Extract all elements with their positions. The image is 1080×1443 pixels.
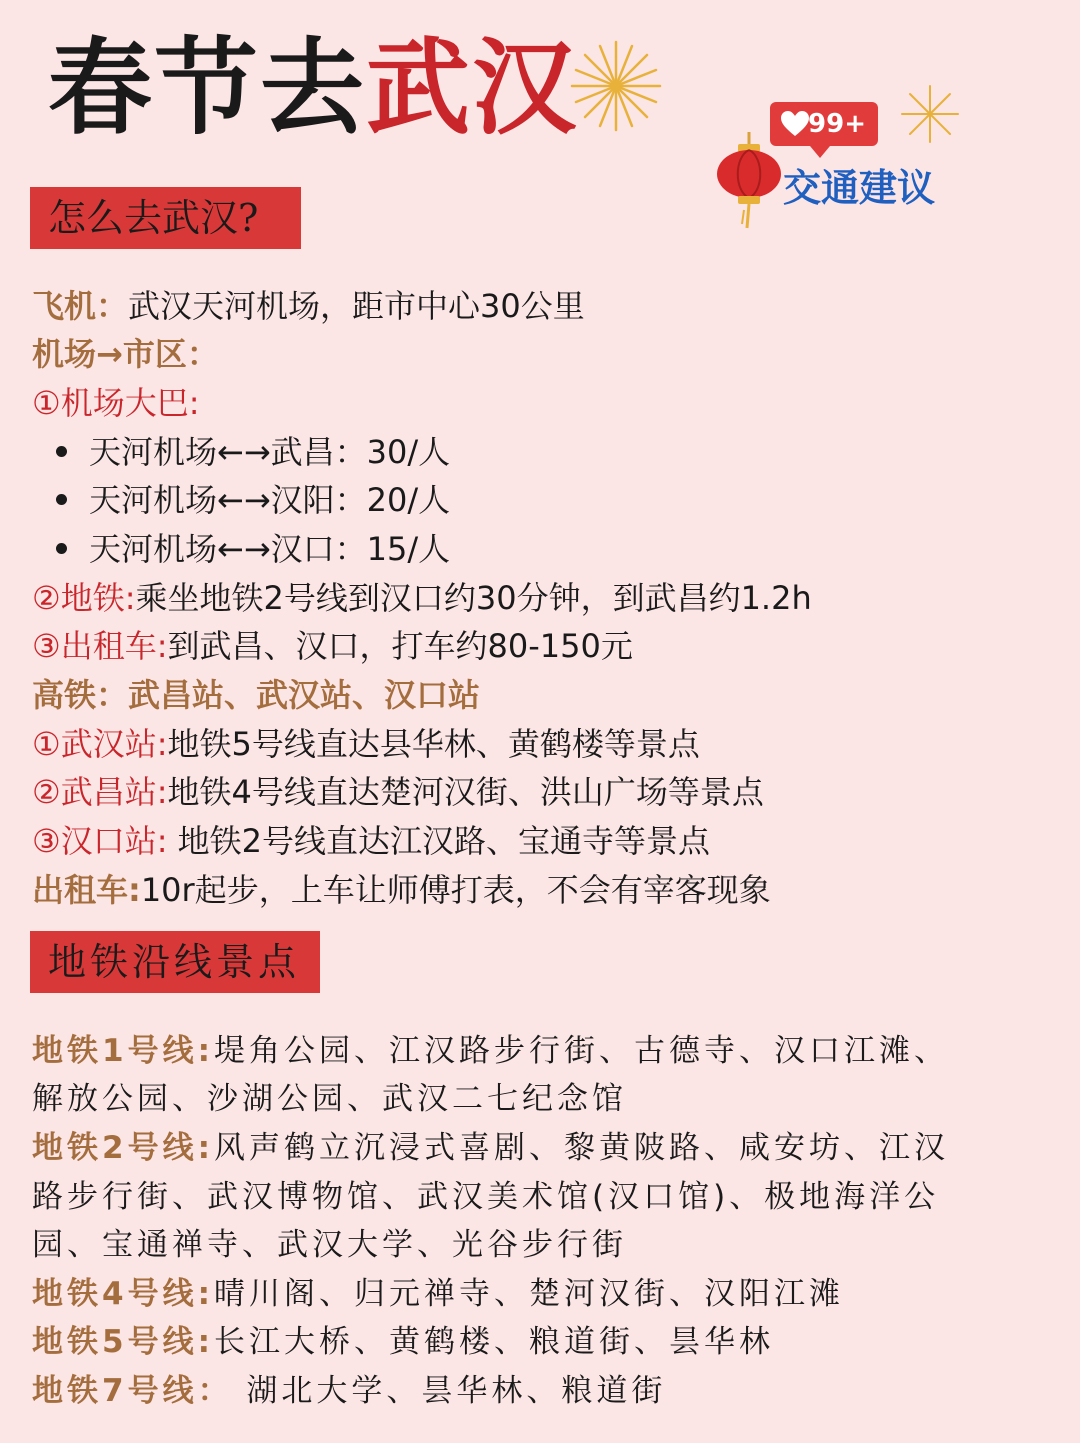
section-header-how-to-get: 怎么去武汉? [30, 187, 301, 249]
like-badge [770, 102, 878, 146]
station-text: 地铁4号线直达楚河汉街、洪山广场等景点 [167, 773, 764, 811]
metro-line-text [32, 574, 812, 622]
plane-label: 飞机： [32, 287, 129, 325]
taxi-tip-line [32, 866, 771, 914]
bus-route: 天河机场←→汉阳：20/人 [89, 481, 451, 519]
bullet-icon [56, 543, 67, 554]
page-title [48, 28, 578, 148]
metro-line-label: 地铁2号线: [32, 1130, 214, 1166]
metro-line-label: 地铁4号线: [32, 1276, 214, 1312]
metro-line-4 [32, 1270, 844, 1318]
like-count: 99+ [808, 109, 866, 139]
station-line [32, 817, 710, 865]
list-item [56, 525, 450, 573]
station-line [32, 768, 764, 816]
bus-label: ①机场大巴: [32, 384, 200, 422]
heart-icon [780, 110, 810, 138]
metro-spots-text: 晴川阁、归元禅寺、楚河汉街、汉阳江滩 [213, 1276, 844, 1312]
metro-line-5 [32, 1318, 774, 1366]
station-text: 地铁2号线直达江汉路、宝通寺等景点 [167, 822, 711, 860]
firework-icon [898, 82, 962, 146]
firework-icon [566, 36, 666, 136]
bullet-icon [56, 494, 67, 505]
metro-text: 乘坐地铁2号线到汉口约30分钟，到武昌约1.2h [135, 579, 812, 617]
taxi-tip-text: 10r起步，上车让师傅打表，不会有宰客现象 [140, 871, 771, 909]
list-item [56, 428, 450, 476]
taxi-text: 到武昌、汉口，打车约80-150元 [167, 627, 633, 665]
metro-line-label: 地铁7号线： [32, 1373, 233, 1409]
taxi-label: ③出租车: [32, 627, 168, 665]
metro-line-2-cont: 园、宝通禅寺、武汉大学、光谷步行街 [32, 1227, 627, 1263]
metro-line-2-cont: 路步行街、武汉博物馆、武汉美术馆(汉口馆)、极地海洋公 [32, 1179, 940, 1215]
metro-spots-text: 长江大桥、黄鹤楼、粮道街、昙华林 [213, 1324, 774, 1360]
metro-line-1-cont: 解放公园、沙湖公园、武汉二七纪念馆 [32, 1081, 627, 1117]
hsr-line: 高铁：武昌站、武汉站、汉口站 [32, 676, 481, 714]
metro-spots-text: 堤角公园、江汉路步行街、古德寺、汉口江滩、 [213, 1033, 949, 1069]
metro-line-1 [32, 1027, 949, 1075]
metro-line-2 [32, 1124, 949, 1172]
metro-label: ②地铁: [32, 579, 136, 617]
airport-to-city: 机场→市区： [32, 335, 219, 373]
title-part1: 春节去 [48, 27, 367, 149]
station-text: 地铁5号线直达县华林、黄鹤楼等景点 [167, 725, 700, 763]
station-label: ②武昌站: [32, 773, 168, 811]
station-label: ①武汉站: [32, 725, 168, 763]
metro-line-label: 地铁1号线: [32, 1033, 214, 1069]
bus-route: 天河机场←→汉口：15/人 [89, 530, 451, 568]
metro-spots-text: 风声鹤立沉浸式喜剧、黎黄陂路、咸安坊、江汉 [213, 1130, 949, 1166]
station-label: ③汉口站: [32, 822, 168, 860]
plane-text: 武汉天河机场，距市中心30公里 [128, 287, 585, 325]
plane-line [32, 282, 585, 330]
bullet-icon [56, 446, 67, 457]
metro-spots-text: 湖北大学、昙华林、粮道街 [232, 1373, 667, 1409]
badge-label: 交通建议 [783, 166, 936, 210]
taxi-line [32, 622, 633, 670]
metro-line-label: 地铁5号线: [32, 1324, 214, 1360]
lantern-icon [714, 132, 784, 232]
taxi-tip-label: 出租车: [32, 871, 141, 909]
list-item [56, 476, 450, 524]
section-header-metro-spots: 地铁沿线景点 [30, 931, 320, 993]
station-line [32, 720, 700, 768]
title-part2: 武汉 [366, 27, 579, 149]
bus-route: 天河机场←→武昌：30/人 [89, 433, 451, 471]
metro-line-7 [32, 1367, 666, 1415]
